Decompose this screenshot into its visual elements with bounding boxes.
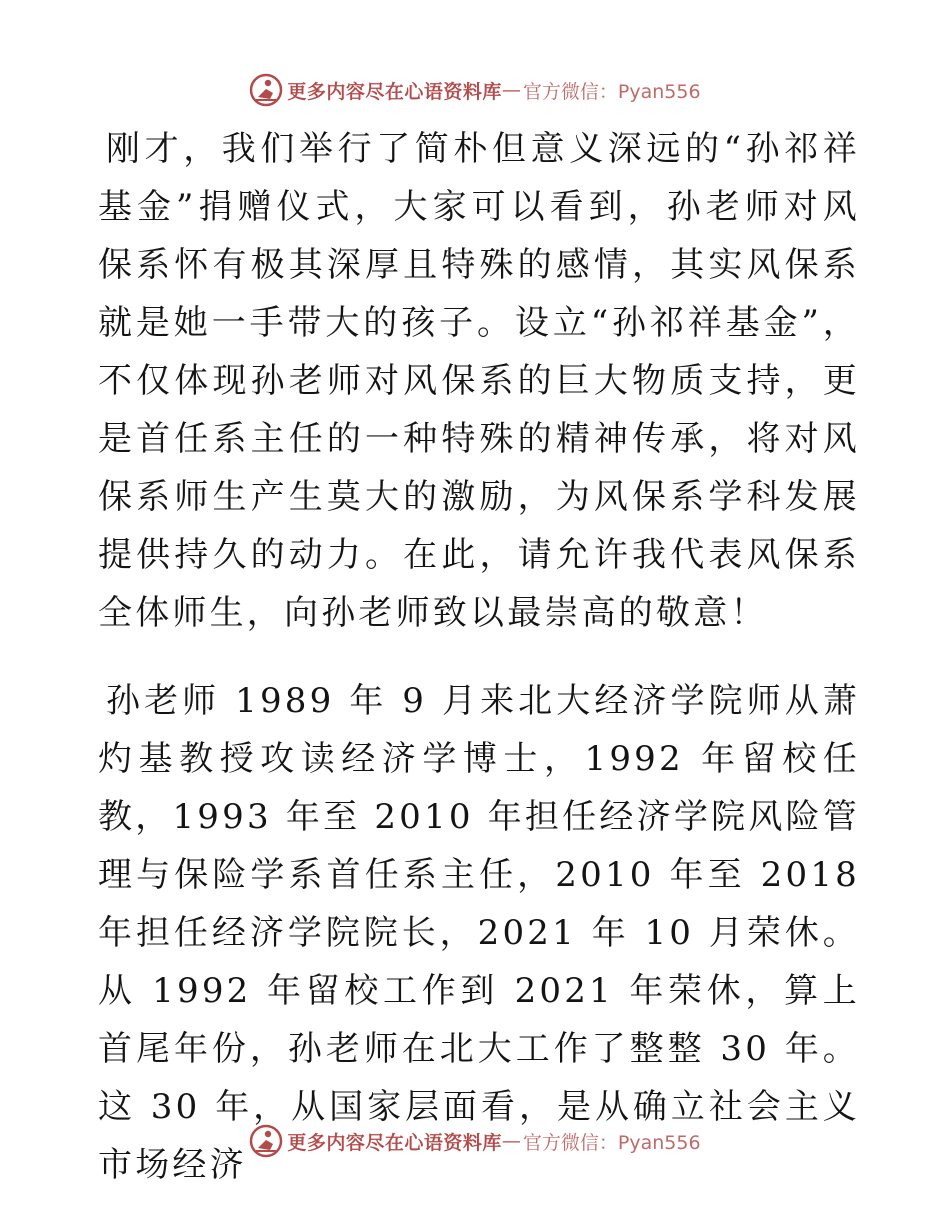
watermark-contact: 官方微信：Pyan556 [522, 1131, 701, 1154]
watermark-header [0, 70, 950, 110]
document-body [98, 120, 860, 1194]
paragraph-2: 孙老师 1989 年 9 月来北大经济学院师从萧灼基教授攻读经济学博士，1992 年留校任教，1993 年至 2010 年担任经济学院风险管理与保险学系首任系主任，2010 年至 2018 年担任经济学院院长，2021 年 10 月荣休。从 1992 年留校工作到 2021 年荣休，算上首尾年份，孙老师在北大工作了整整 30 年。这 30 年，从国家层面看，是从确立社会主义市场经济 [98, 681, 860, 1185]
watermark-separator: — [501, 79, 521, 101]
watermark-site-text: 更多内容尽在心语资料库 [287, 80, 502, 103]
reading-person-logo-icon [249, 73, 283, 107]
watermark-footer [0, 1121, 950, 1161]
reading-person-logo-icon [249, 1124, 283, 1158]
watermark-contact: 官方微信：Pyan556 [522, 80, 701, 103]
watermark-site-text: 更多内容尽在心语资料库 [287, 1131, 502, 1154]
watermark-separator: — [501, 1130, 521, 1152]
paragraph-1: 刚才，我们举行了简朴但意义深远的“孙祁祥基金”捐赠仪式，大家可以看到，孙老师对风保系怀有极其深厚且特殊的感情，其实风保系就是她一手带大的孩子。设立“孙祁祥基金”，不仅体现孙老师对风保系的巨大物质支持，更是首任系主任的一种特殊的精神传承，将对风保系师生产生莫大的激励，为风保系学科发展提供持久的动力。在此，请允许我代表风保系全体师生，向孙老师致以最崇高的敬意！ [98, 129, 860, 633]
